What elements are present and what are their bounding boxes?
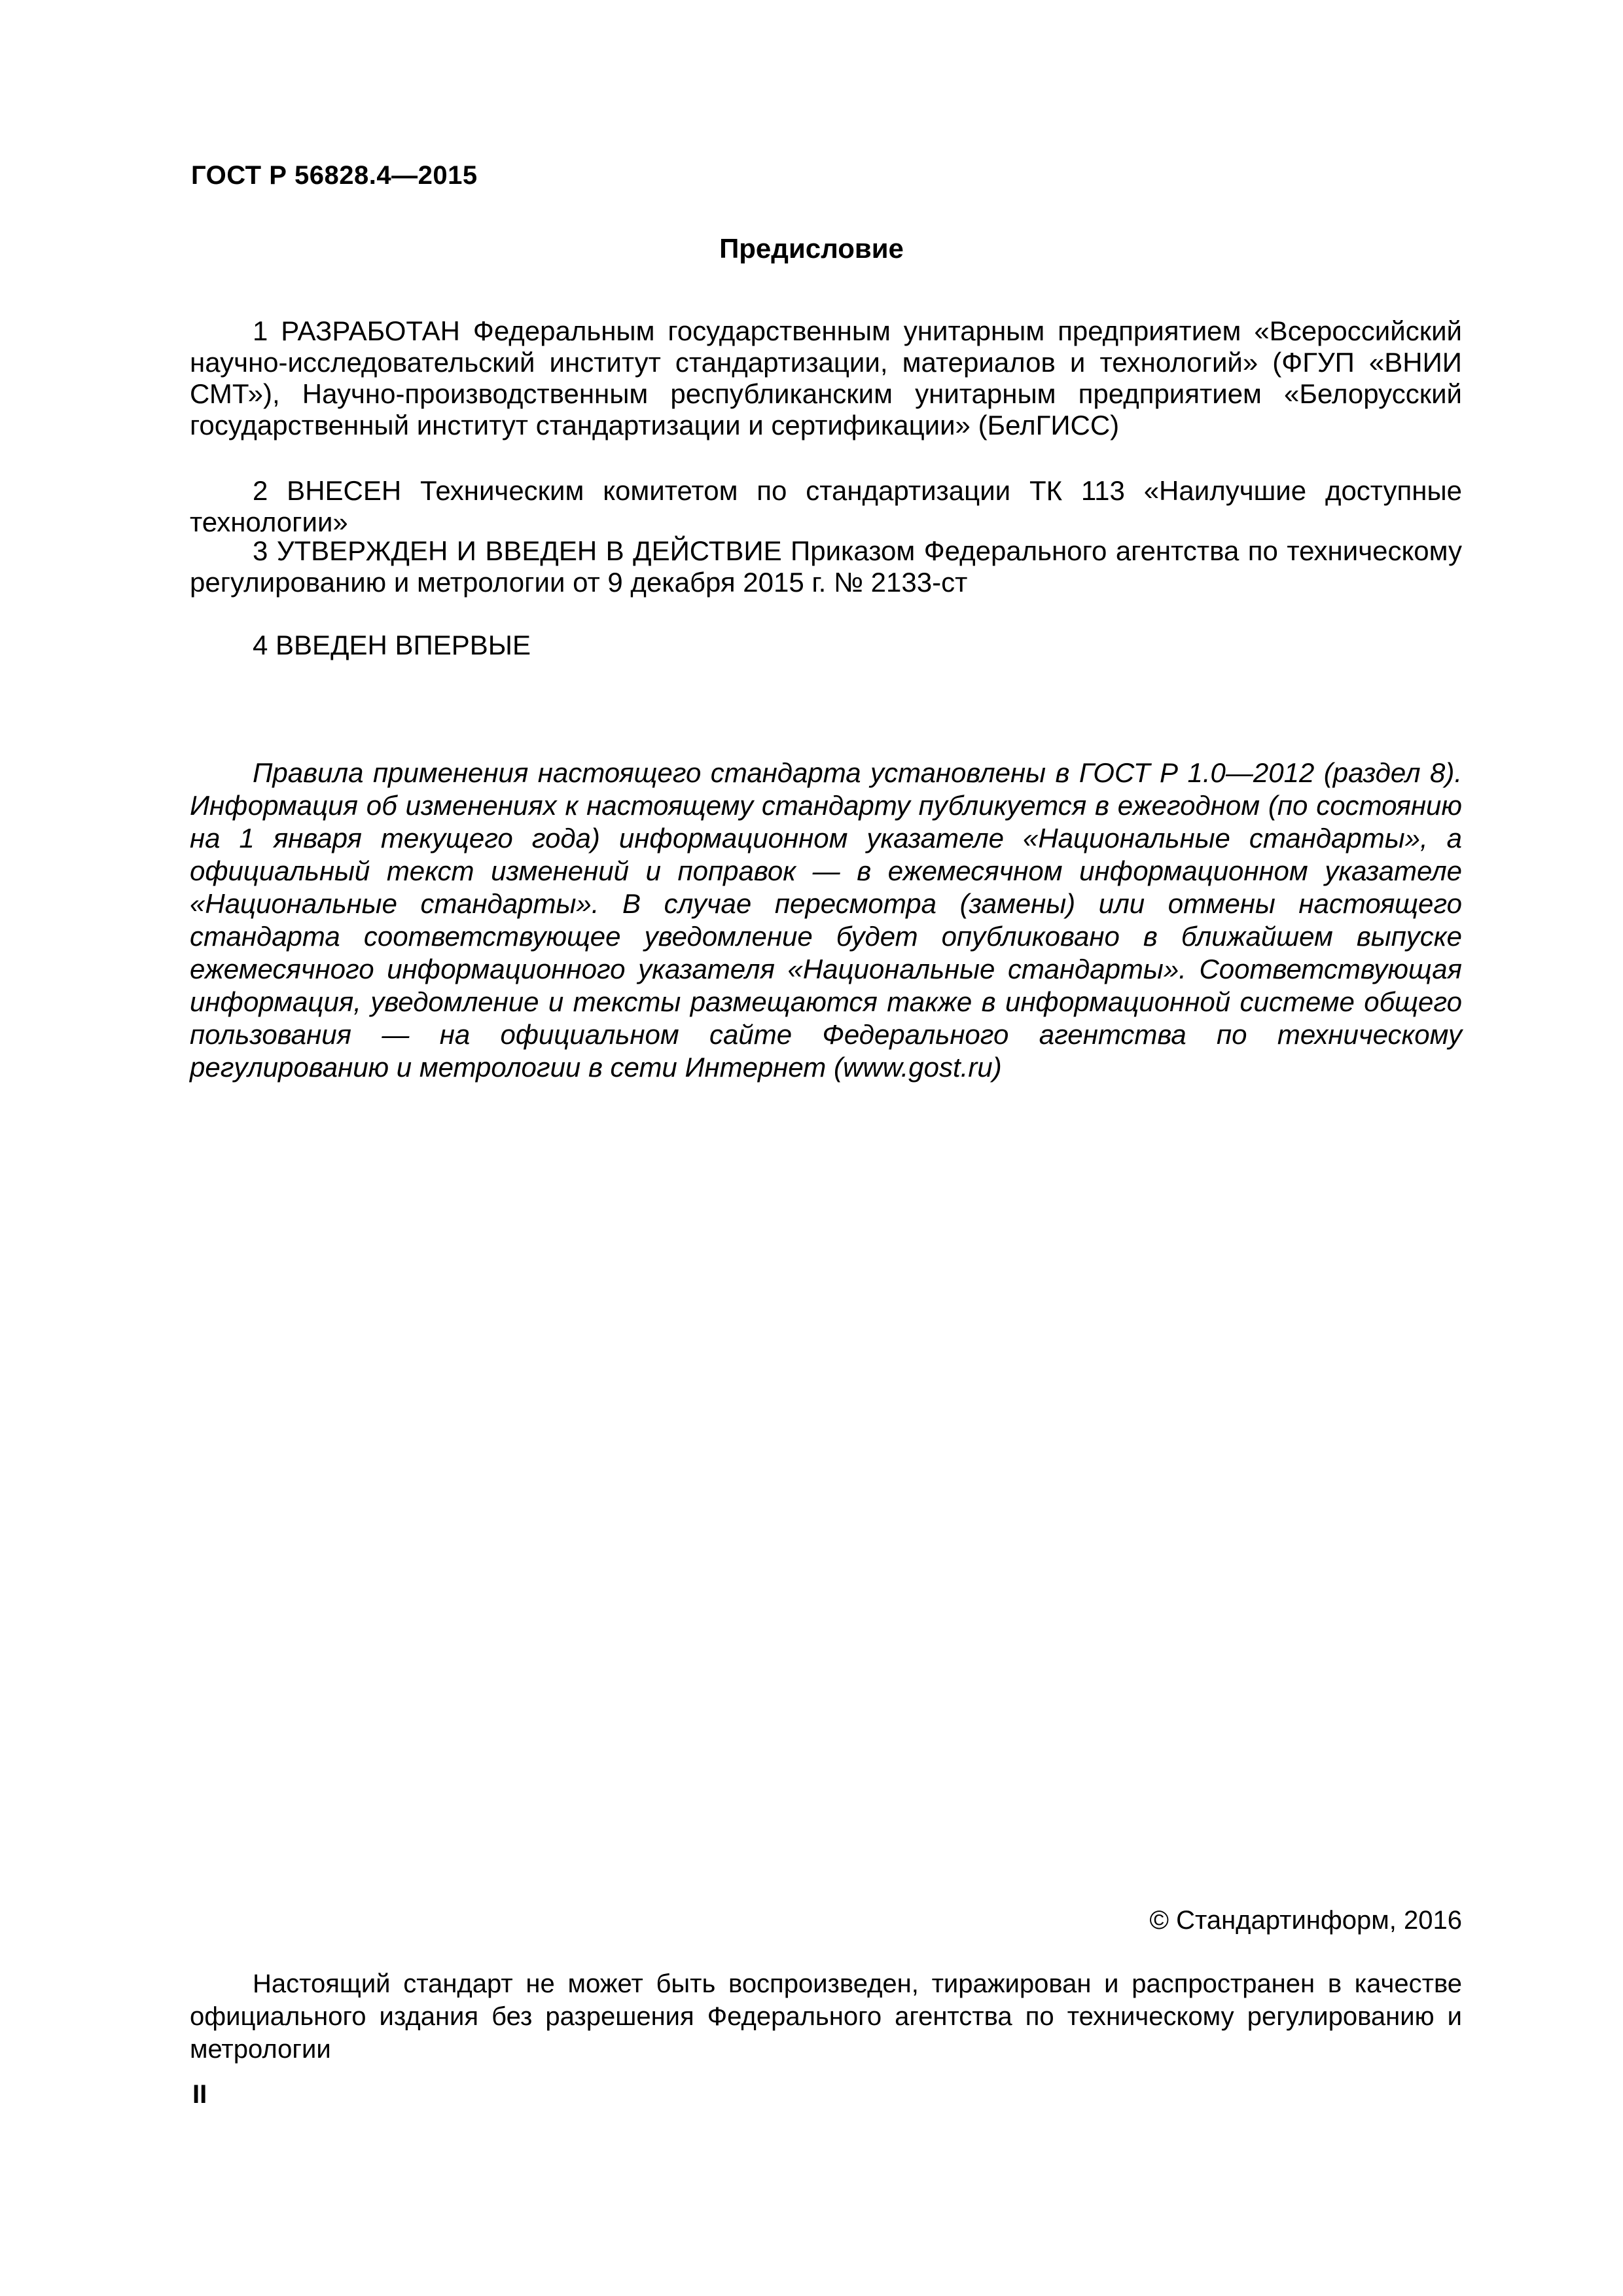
preface-item-submitted: 2 ВНЕСЕН Техническим комитетом по стандартизации ТК 113 «Наилучшие доступные технологии» [190,475,1462,537]
preface-item-first-introduced: 4 ВВЕДЕН ВПЕРВЫЕ [253,630,531,660]
document-code-header: ГОСТ Р 56828.4—2015 [191,161,478,190]
page-number: II [192,2080,207,2109]
reproduction-restriction: Настоящий стандарт не может быть воспроизведен, тиражирован и распространен в качестве официального издания без разрешения Федерального агентства по техническому регулированию и метрологии [190,1969,1462,2064]
preface-item-developed: 1 РАЗРАБОТАН Федеральным государственным унитарным предприятием «Всероссийский научно-исследовательский институт стандартизации, материалов и технологий» (ФГУП «ВНИИ СМТ»), Научно-производственным республиканским унитарным предприятием «Белорусский государственный институт стандартизации и сертификации» (БелГИСС) [190,315,1462,440]
page-title: Предисловие [719,233,904,264]
preface-item-approved: 3 УТВЕРЖДЕН И ВВЕДЕН В ДЕЙСТВИЕ Приказом Федерального агентства по техническому регулированию и метрологии от 9 декабря 2015 г. № 2133-ст [190,535,1462,598]
copyright-notice: © Стандартинформ, 2016 [1149,1906,1462,1935]
application-rules-note: Правила применения настоящего стандарта установлены в ГОСТ Р 1.0—2012 (раздел 8). Информация об изменениях к настоящему стандарту публикуется в ежегодном (по состоянию на 1 января текущего года) информационном указателе «Национальные стандарты», а официальный текст изменений и поправок — в ежемесячном информационном указателе «Национальные стандарты». В случае пересмотра (замены) или отмены настоящего стандарта соответствующее уведомление будет опубликовано в ближайшем выпуске ежемесячного информационного указателя «Национальные стандарты». Соответствующая информация, уведомление и тексты размещаются также в информационной системе общего пользования — на официальном сайте Федерального агентства по техническому регулированию и метрологии в сети Интернет (www.gost.ru) [190,757,1462,1083]
